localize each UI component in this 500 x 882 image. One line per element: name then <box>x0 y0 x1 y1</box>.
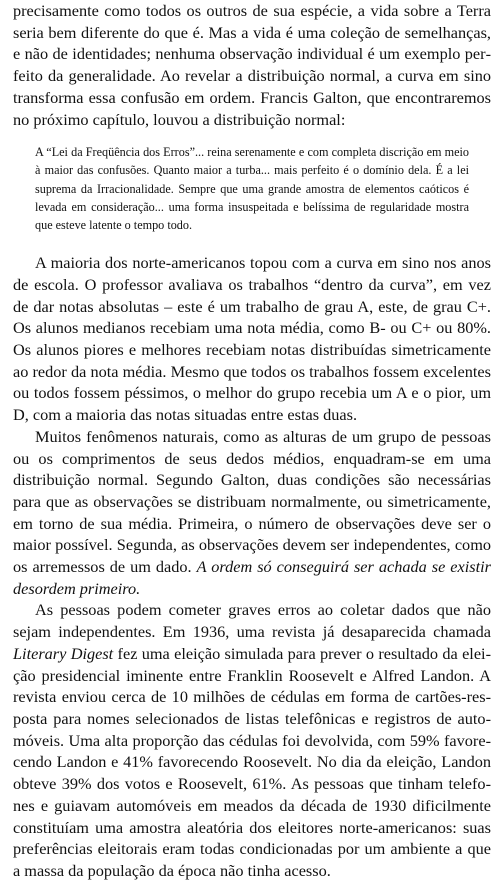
magazine-title: Literary Digest <box>13 643 114 663</box>
block-quote-galton: A “Lei da Freqüência dos Erros”... reina serenamente e com completa discrição em meio à maior das confusões. Quanto maior a turba... mais perfeito é o domínio dela. É a lei suprema da Irracionalidade. Sempre que uma grande amostra de elementos caóticos é levada em consideração... uma forma insuspeitada e belíssima de regularidade mostra que esteve latente o tempo todo. <box>35 145 469 233</box>
paragraph-natural-phenomena <box>13 426 491 600</box>
paragraph-literary-digest-start: As pessoas podem cometer graves erros ao coletar dados que não sejam independentes. Em 1936, uma revista já desaparecida chamada <box>13 600 491 642</box>
emphasis-order-disorder: A ordem só conseguirá ser achada se existir desordem primeiro. <box>13 557 491 598</box>
paragraph-literary-digest <box>13 599 491 881</box>
paragraph-literary-digest-end: fez uma eleição simulada para prever o resultado da eleição presidencial iminente entre Franklin Roosevelt e Alfred Landon. A revista enviou cerca de 10 milhões de cédulas em forma de cartões-resposta para nomes selecionados de listas telefônicas e registros de automóveis. Uma alta proporção das cédulas foi devolvida, com 59% favorecendo Landon e 41% favorecendo Roosevelt. No dia da eleição, Landon obteve 39% dos votos e Roosevelt, 61%. As pessoas que tinham telefones e guiavam automóveis em meados da década de 1930 dificilmente constituíam uma amostra aleatória dos eleitores norte-americanos: suas preferências eleitorais eram todas condicionadas por um ambiente a que a massa da população da época não tinha acesso. <box>13 643 492 880</box>
book-page <box>13 0 492 880</box>
paragraph-intro: precisamente como todos os outros de sua espécie, a vida sobre a Terra seria bem diferente do que é. Mas a vida é uma coleção de semelhanças, e não de identidades; nenhuma observação individual é um exemplo perfeito da generalidade. Ao revelar a distribuição normal, a curva em sino transforma essa confusão em ordem. Francis Galton, que encontraremos no próximo capítulo, louvou a distribuição normal: <box>13 1 491 129</box>
paragraph-natural-phenomena-text: Muitos fenômenos naturais, como as alturas de um grupo de pessoas ou os comprimentos de seus dedos médios, enquadram-se em uma distribuição normal. Segundo Galton, duas condições são necessárias para que as observações se distribuam normalmente, ou simetricamente, em torno de sua média. Primeira, o número de observações deve ser o maior possível. Segunda, as observações devem ser independentes, como os arremessos de um dado. <box>13 426 491 577</box>
paragraph-bell-curve-school: A maioria dos norte-americanos topou com a curva em sino nos anos de escola. O professor avaliava os trabalhos “dentro da curva”, em vez de dar notas absolutas – este é um trabalho de grau A, este, de grau C+. Os alunos medianos recebiam uma nota média, como B- ou C+ ou 80%. Os alunos piores e melhores recebiam notas distribuídas simetricamente ao redor da nota média. Mesmo que todos os trabalhos fossem excelentes ou todos fossem péssimos, o melhor do grupo recebia um A e o pior, um D, com a maioria das notas situadas entre estas duas. <box>13 253 491 425</box>
